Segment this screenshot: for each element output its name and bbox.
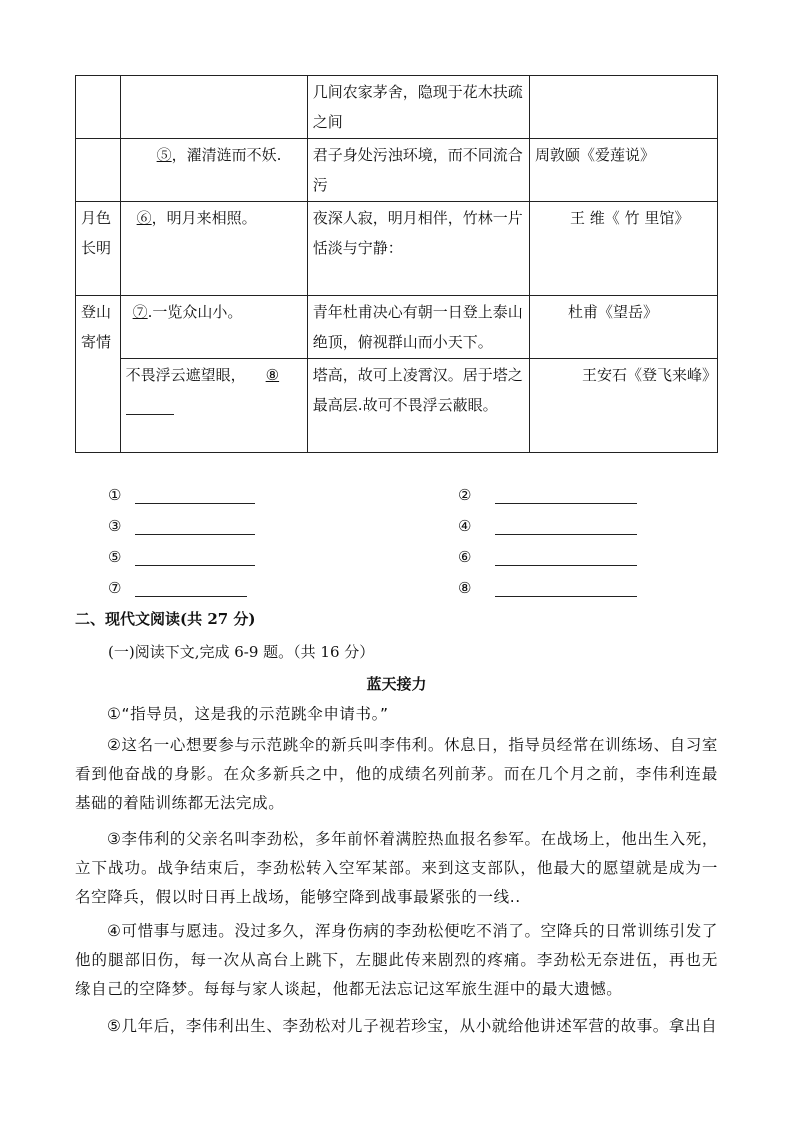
blank-marker: ⑦	[132, 303, 148, 321]
blank-line	[126, 398, 174, 415]
answer-number: ⑧	[458, 579, 472, 597]
blank-marker: ⑥	[136, 209, 152, 227]
theme-cell: 月色长明	[76, 202, 121, 296]
line-text: .一览众山小。	[147, 303, 243, 321]
paragraph: ④可惜事与愿违。没过多久，浑身伤病的李劲松便吃不消了。空降兵的日常训练引发了他的腿部旧伤，每一次从高台上跳下，左腿此传来剧烈的疼痛。李劲松无奈进伍，再也无缘自己的空降梦。每每与家人谈起，他都无法忘记这军旅生涯中的最大遗憾。	[75, 922, 718, 998]
theme-cell	[76, 139, 121, 202]
line-text: ，濯清涟而不妖.	[171, 146, 282, 164]
theme-cell	[76, 76, 121, 139]
paragraph: ③李伟利的父亲名叫李劲松，多年前怀着满腔热血报名参军。在战场上，他出生入死，立下战功。战争结束后，李劲松转入空军某部。来到这支部队，他最大的愿望就是成为一名空降兵，假以时日再上战场，能够空降到战事最紧张的一线..	[75, 830, 718, 906]
answer-line[interactable]	[135, 551, 255, 566]
line-text: 不畏浮云遮望眼，	[125, 366, 246, 384]
meaning-cell: 塔高，故可上凌霄汉。居于塔之最高层.故可不畏浮云蔽眼。	[307, 359, 529, 453]
answer-number: ⑦	[108, 579, 122, 597]
answer-line[interactable]	[135, 520, 255, 535]
answer-item	[108, 577, 247, 599]
line-cell	[120, 76, 307, 139]
answer-item	[458, 577, 637, 599]
answer-item	[458, 484, 637, 506]
source-cell: 王安石《登飞来峰》	[530, 359, 718, 453]
answer-number: ①	[108, 486, 122, 504]
answer-item	[458, 546, 637, 568]
source-cell: 杜甫《望岳》	[530, 296, 718, 359]
blank-marker: ⑤	[156, 146, 172, 164]
table-row	[76, 202, 718, 296]
source-cell: 周敦颐《爱莲说》	[530, 139, 718, 202]
line-cell	[120, 202, 307, 296]
meaning-cell: 几间农家茅舍，隐现于花木扶疏之间	[307, 76, 529, 139]
meaning-cell: 君子身处污浊环境，而不同流合污	[307, 139, 529, 202]
section-title: 二、现代文阅读(共 27 分)	[75, 610, 256, 628]
answer-item	[458, 515, 637, 537]
section-subtitle: (一)阅读下文,完成 6-9 题。（共 16 分）	[108, 643, 375, 661]
table-row	[76, 359, 718, 453]
answer-number: ⑥	[458, 548, 472, 566]
answer-item	[108, 546, 255, 568]
blank-marker: ⑧	[265, 366, 280, 384]
answer-number: ③	[108, 517, 122, 535]
answer-line[interactable]	[135, 582, 247, 597]
source-cell: 王 维《 竹 里馆》	[530, 202, 718, 296]
answer-item	[108, 484, 255, 506]
answer-line[interactable]	[135, 489, 255, 504]
paragraph: ①“指导员，这是我的示范跳伞申请书。”	[107, 705, 389, 723]
line-cell	[120, 296, 307, 359]
answer-number: ④	[458, 517, 472, 535]
meaning-cell: 夜深人寂，明月相伴，竹林一片恬淡与宁静：	[307, 202, 529, 296]
answer-line[interactable]	[495, 551, 637, 566]
paragraph: ⑤几年后，李伟利出生、李劲松对儿子视若珍宝，从小就给他讲述军营的故事。拿出自	[107, 1017, 718, 1035]
line-text: ，明月来相照。	[151, 209, 257, 227]
answer-item	[108, 515, 255, 537]
meaning-cell: 青年杜甫决心有朝一日登上泰山绝顶，俯视群山而小天下。	[307, 296, 529, 359]
line-cell	[120, 139, 307, 202]
theme-cell: 登山寄情	[76, 296, 121, 453]
answer-number: ⑤	[108, 548, 122, 566]
table-row	[76, 296, 718, 359]
paragraph: ②这名一心想要参与示范跳伞的新兵叫李伟利。休息日，指导员经常在训练场、自习室看到他奋战的身影。在众多新兵之中，他的成绩名列前茅。而在几个月之前，李伟利连最基础的着陆训练都无法完成。	[75, 736, 718, 812]
line-cell	[120, 359, 307, 453]
poem-table	[75, 75, 718, 453]
answer-number: ②	[458, 486, 472, 504]
source-cell	[530, 76, 718, 139]
table-row	[76, 139, 718, 202]
article-title: 蓝天接力	[366, 675, 427, 693]
answer-line[interactable]	[495, 520, 637, 535]
table-row	[76, 76, 718, 139]
answer-line[interactable]	[495, 489, 637, 504]
answer-line[interactable]	[495, 582, 637, 597]
